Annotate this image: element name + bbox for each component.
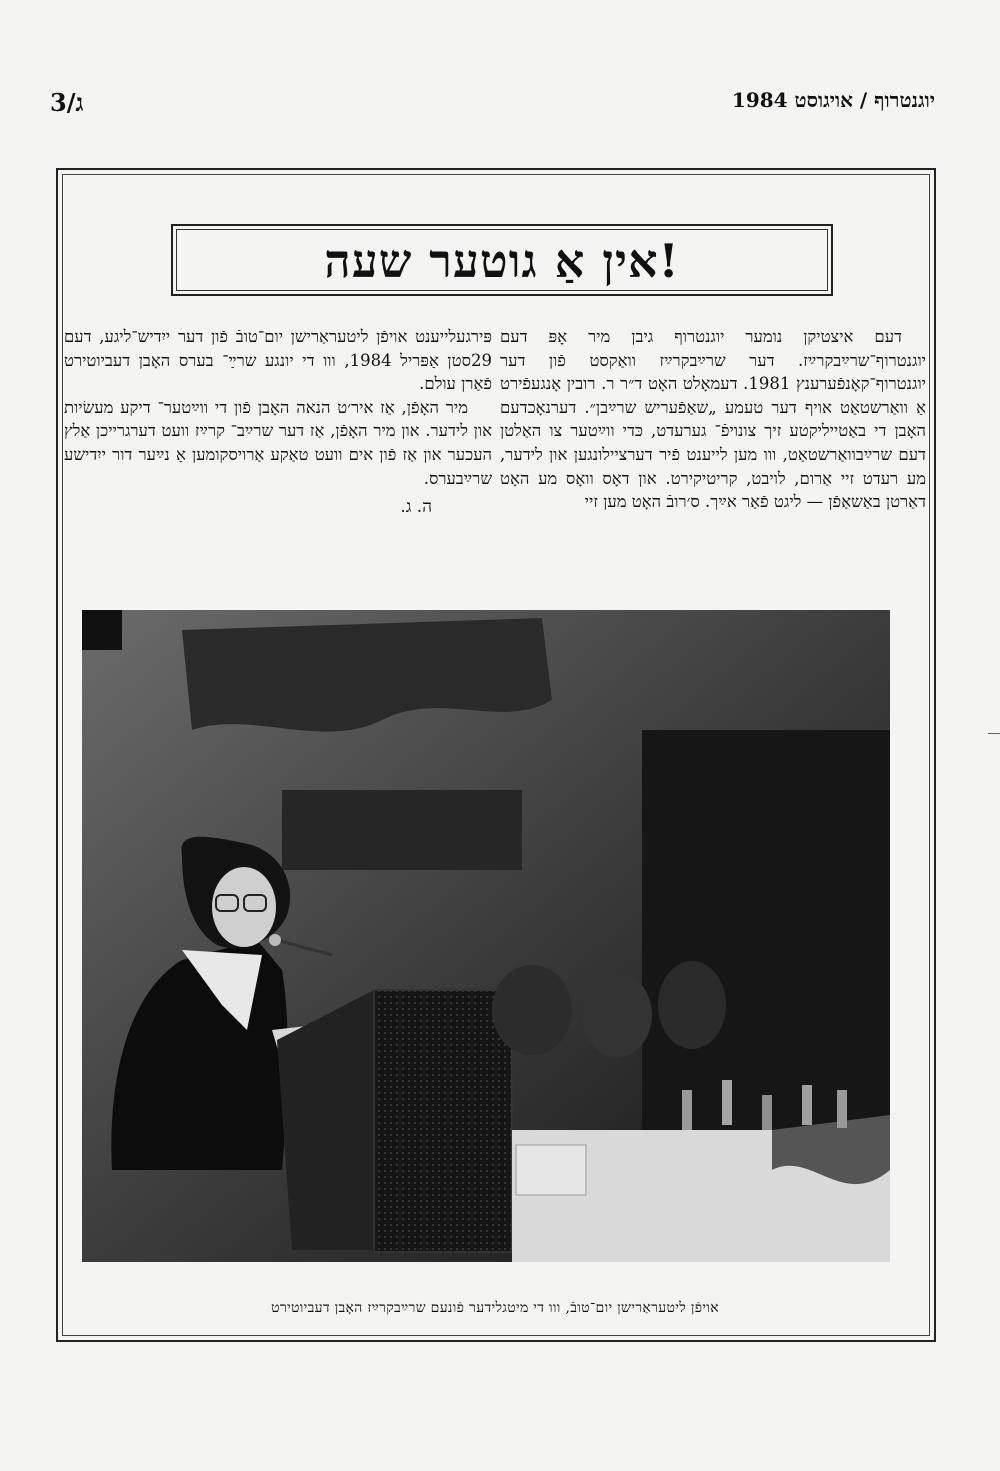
glass: [802, 1085, 812, 1125]
text-line: מיר האָפֿן, אַז איר׳ט הנאה האָבן פֿון די ווײַטער־: [157, 397, 468, 417]
running-head: יוגנטרוף / אויגוסט 1984: [731, 88, 935, 112]
wall-panel: [282, 790, 522, 870]
photo-illustration: [82, 610, 890, 1262]
text-line: דעם איצטיקן נומער יוגנטרוף גיבן מיר אָפּ דעם: [500, 327, 902, 346]
author-initials: ה. ג.: [400, 497, 432, 518]
text-line: יוגנטרוף־קאָנפֿערענץ 1981. דעמאָלט האָט ד״ר ר. רובין: [566, 374, 927, 394]
microphone: [269, 934, 281, 946]
text-line: בערס האָבן דעביוטירט פֿאַרן עולם.: [64, 350, 492, 394]
text-line: זיי אַרום, לויבט, קריטיקירט. און דאָס וואָס מע האָט: [500, 468, 855, 488]
corner-shadow: [82, 610, 122, 650]
text-line: ייִדיש־ליגע, דעם 29סטן אַפּריל 1984, ווו די יונגע שרײַ־: [64, 327, 492, 370]
text-line: שרײַבן״. דערנאָכדעם האָבן די באַטייליקטע זיך צונויפֿ־: [500, 397, 927, 441]
panelist-3: [658, 961, 726, 1049]
box-on-table: [516, 1145, 586, 1195]
text-line: ווו מען לייענט פֿיר דערציילונגען און לידער, מע רעדט: [500, 444, 926, 488]
headline: !אין אַ גוטער שעה: [324, 234, 680, 288]
panelist-2: [582, 973, 652, 1057]
page-number: 3/ג: [50, 88, 84, 117]
event-photo: [82, 610, 890, 1262]
text-line: גערעדט, כּדי ווײַטער צו האַלטן דעם שרײַבוואַרשטאַט,: [500, 421, 926, 464]
photo-caption: אויפֿן ליטעראַרישן יום־טובֿ, ווו די מיטגלידער פֿונעם שרײַבקרײַז האָבן דעביוטירט: [271, 1300, 719, 1316]
text-line: יוגנטרוף־שרײַבקרײַז. דער שרײַבקרײַז וואַקסט פֿון דער: [500, 350, 926, 370]
panelist-1: [492, 965, 572, 1055]
text-line: טאַקע אַרויסקומען אַ נײַער דור ייִדישע שרײַבערס.: [64, 444, 492, 488]
glass: [682, 1090, 692, 1130]
article-column-right: [500, 325, 926, 514]
text-line: דאַרטן באַשאַפֿן — ליגט פֿאַר אײַך. ס׳רובֿ האָט מען זיי: [584, 492, 926, 512]
text-line: אָנגעפֿירט אַ וואַרשטאַט אויף דער טעמע „שאַפֿעריש: [500, 374, 927, 417]
text-line: דיקע מעשׂיות און לידער. און מיר האָפֿן, אַז דער שרײַב־: [64, 397, 492, 441]
article-column-left: [64, 325, 492, 520]
scan-mark: [988, 733, 1000, 734]
glass: [762, 1095, 772, 1130]
glass: [722, 1080, 732, 1125]
dark-doorway: [642, 730, 890, 1150]
podium: [374, 990, 512, 1252]
headline-box: [171, 224, 833, 296]
text-line: קרײַז וועט דערגרייכן אַלץ העכער און אַז פֿון אים וועט: [64, 421, 493, 464]
glass: [837, 1090, 847, 1128]
text-line: פּירגעלייענט אויפֿן ליטעראַרישן יום־טובֿ פֿון דער: [177, 327, 492, 346]
page-header: [50, 88, 935, 118]
